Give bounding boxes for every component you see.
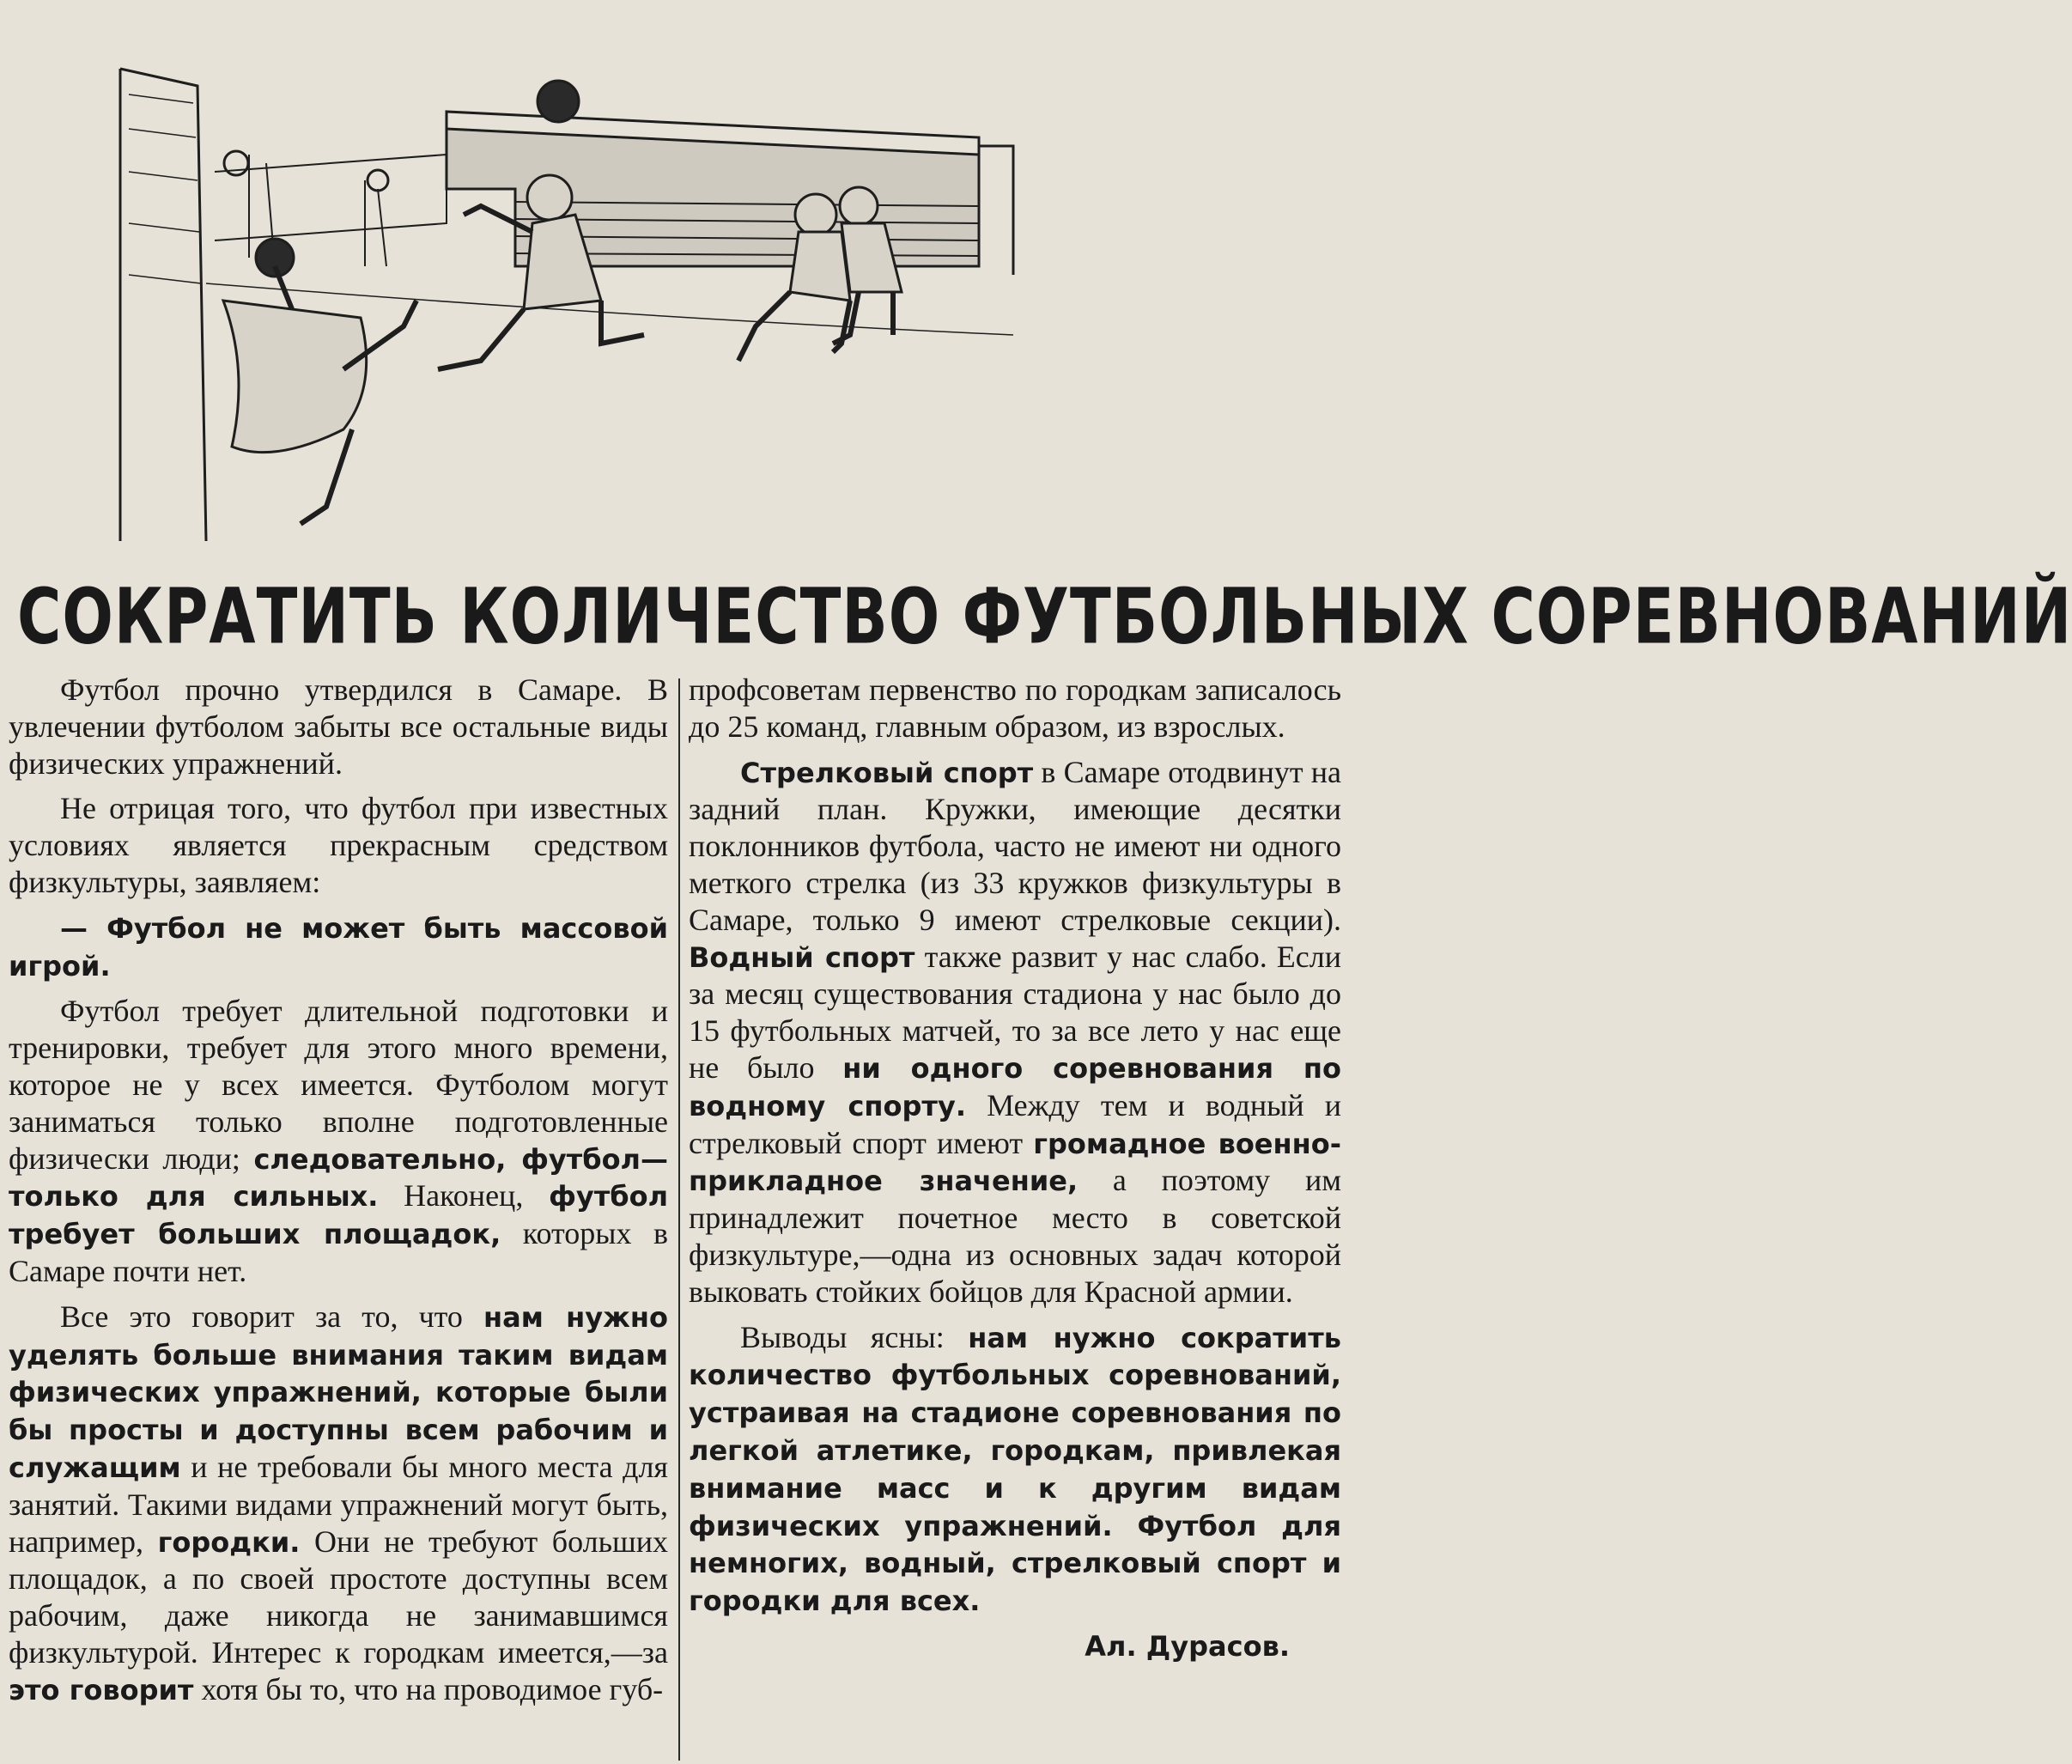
text: хотя бы то, что на проводимое губ-	[193, 1671, 664, 1706]
text: Наконец,	[378, 1178, 550, 1214]
article-headline: СОКРАТИТЬ КОЛИЧЕСТВО ФУТБОЛЬНЫХ СОРЕВНОВАНИЙ	[17, 571, 2072, 662]
goal-post	[120, 69, 206, 541]
bold-text: Водный спорт	[689, 940, 915, 974]
bold-text: следовательно, футбол—только для сильных.	[9, 1142, 668, 1214]
text: а поэтому им принадлежит почетное место в советской физкультуре,—одна из основных задач которой выковать стойких бойцов для Красной армии.	[689, 1163, 1341, 1309]
bold-text: — Футбол не может быть массовой игрой.	[9, 911, 668, 982]
bold-text: ни одного соревнования по водному спорту.	[689, 1051, 1342, 1122]
stadium-stands	[215, 112, 1013, 275]
text: Все это говорит за то, что	[60, 1299, 484, 1334]
paragraph	[9, 1299, 668, 1709]
bold-text: громадное военно-прикладное значение,	[689, 1127, 1341, 1198]
paragraph: Футбол прочно утвердился в Самаре. В увлечении футболом забыты все остальные виды физических упражнений.	[9, 672, 668, 781]
bold-text: Стрелковый спорт	[740, 756, 1034, 789]
column-divider	[678, 678, 680, 1761]
author-signature: Ал. Дурасов.	[1085, 1629, 1290, 1663]
paragraph	[9, 993, 668, 1289]
paragraph: профсоветам первенство по городкам записалось до 25 команд, главным образом, из взрослых.	[689, 672, 1341, 744]
paragraph	[689, 754, 1341, 1311]
text: Выводы ясны:	[740, 1319, 969, 1354]
text: в Самаре отодвинут на задний план. Кружки, имеющие десятки поклонников футбола, часто не имеют ни одного меткого стрелка (из 33 кружков физкультуры в Самаре, только 9 имеют стрелковые секции).	[689, 754, 1341, 937]
paragraph	[9, 909, 668, 985]
goalkeeper-figure	[223, 239, 416, 524]
article-column-right	[689, 672, 1341, 1754]
bold-text: это говорит	[9, 1673, 194, 1706]
text: Футбол требует длительной подготовки и тренировки, требует для этого много времени, которое не у всех имеется. Футболом могут заниматься только вполне подготовленные физически люди;	[9, 994, 668, 1176]
text: и не требовали бы много места для занятий. Такими видами упражнений могут быть, например,	[9, 1449, 668, 1559]
bold-text: нам нужно уделять больше внимания таким видам физических упражнений, которые были бы просты и доступны всем рабочим и служащим	[9, 1300, 668, 1484]
football-match-illustration	[120, 60, 1185, 567]
article-column-left	[9, 672, 668, 1754]
text: также развит у нас слабо. Если за месяц существования стадиона у нас было до 15 футбольных матчей, то за все лето у нас еще не было	[689, 939, 1342, 1085]
paragraph: Не отрицая того, что футбол при известных условиях является прекрасным средством физкультуры, заявляем:	[9, 791, 668, 899]
paragraph	[689, 1319, 1341, 1620]
bold-text: футбол требует больших площадок,	[9, 1180, 668, 1251]
text: которых в Самаре почти нет.	[9, 1216, 668, 1288]
bold-text: нам нужно сократить количество футбольных соревнований, устраивая на стадионе соревнования по легкой атлетике, городкам, привлекая внимание масс и к другим видам физических упражнений. Футбол для немногих, водный, стрелковый спорт и городки для всех.	[689, 1321, 1341, 1618]
text: Между тем и водный и стрелковый спорт имеют	[689, 1087, 1341, 1160]
bold-text: городки.	[157, 1525, 301, 1559]
football-ball	[538, 81, 579, 122]
text: Они не требуют больших площадок, а по своей простоте доступны всем рабочим, даже никогда не занимавшимся физкультурой. Интерес к городкам имеется,—за	[9, 1524, 668, 1670]
